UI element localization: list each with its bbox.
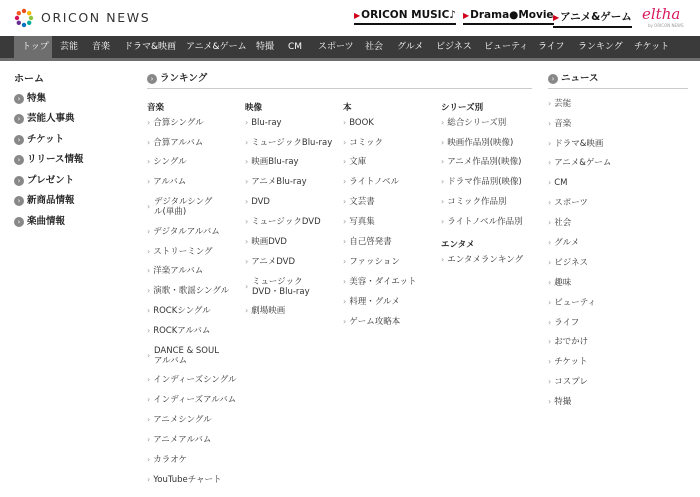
- ranking-link[interactable]: [147, 326, 210, 336]
- chevron-right-icon: ›: [343, 297, 347, 306]
- ranking-col-book-title: 本: [343, 103, 352, 113]
- nav-item-geino[interactable]: 芸能: [60, 42, 79, 52]
- chevron-right-icon: ›: [548, 178, 552, 187]
- chevron-right-icon: ›: [147, 138, 151, 147]
- nav-item-beauty[interactable]: ビューティ: [484, 42, 529, 52]
- news-link-label: CM: [554, 178, 568, 188]
- ranking-link-label: ミュージックBlu-ray: [251, 138, 333, 148]
- chevron-right-icon: ›: [147, 202, 151, 211]
- ranking-link[interactable]: [147, 435, 211, 445]
- ranking-link[interactable]: [245, 157, 299, 167]
- ranking-link[interactable]: [147, 286, 229, 296]
- ranking-link-label: ストリーミング: [153, 247, 213, 257]
- chevron-right-icon: ›: [245, 138, 249, 147]
- ranking-link-label: カラオケ: [153, 455, 188, 465]
- sidebar-item-ticket[interactable]: [14, 131, 64, 145]
- chevron-right-icon: ›: [548, 298, 552, 307]
- ranking-link-label: ROCKシングル: [153, 306, 211, 316]
- ranking-link[interactable]: [343, 277, 417, 287]
- news-link-label: 音楽: [554, 119, 572, 129]
- chevron-right-icon: ›: [343, 257, 347, 266]
- news-link[interactable]: [548, 298, 596, 308]
- ranking-link-label: 映画作品別(映像): [447, 138, 514, 148]
- chevron-right-icon: ›: [14, 114, 24, 124]
- chevron-right-icon: ›: [441, 157, 445, 166]
- ranking-link[interactable]: [343, 257, 400, 267]
- sidebar-item-label: プレゼント: [27, 175, 75, 186]
- play-arrow-icon: ▶: [463, 11, 470, 20]
- ranking-link[interactable]: [343, 138, 383, 148]
- ranking-link-label: ライトノベル: [349, 177, 400, 187]
- chevron-right-icon: ›: [548, 318, 552, 327]
- news-link-label: ビジネス: [554, 258, 588, 268]
- chevron-right-icon: ›: [441, 255, 445, 264]
- drama-movie-link[interactable]: [463, 9, 554, 25]
- chevron-right-icon: ›: [548, 377, 552, 386]
- ranking-link[interactable]: [343, 317, 400, 327]
- ranking-link[interactable]: [343, 217, 375, 227]
- ranking-link-label: DVD: [251, 197, 270, 207]
- ranking-link[interactable]: [147, 227, 220, 237]
- sidebar-item-songs[interactable]: [14, 213, 65, 227]
- chevron-right-icon: ›: [147, 375, 151, 384]
- ranking-link-label: Blu-ray: [251, 118, 282, 128]
- news-link-label: おでかけ: [554, 337, 589, 347]
- news-link-label: 特撮: [554, 397, 572, 407]
- chevron-right-icon: ›: [245, 217, 249, 226]
- news-link-label: 社会: [554, 218, 572, 228]
- chevron-right-icon: ›: [147, 177, 151, 186]
- ranking-link-label: アニメ作品別(映像): [447, 157, 522, 167]
- news-link-label: グルメ: [554, 238, 580, 248]
- chevron-right-icon: ›: [147, 74, 157, 84]
- ranking-link-label: コミック: [349, 138, 384, 148]
- news-heading-label: ニュース: [561, 73, 599, 84]
- ranking-link-label: コミック作品別: [447, 197, 507, 207]
- ranking-link[interactable]: [441, 157, 521, 167]
- ranking-link[interactable]: [147, 395, 236, 405]
- ranking-link[interactable]: [147, 118, 204, 128]
- ranking-link-label: インディーズシングル: [153, 375, 237, 385]
- ranking-link-label: インディーズアルバム: [153, 395, 237, 405]
- anime-game-link[interactable]: [553, 9, 632, 28]
- ranking-divider: [147, 88, 532, 89]
- chevron-right-icon: ›: [548, 258, 552, 267]
- sidebar-item-label: 芸能人事典: [27, 113, 75, 124]
- news-link[interactable]: [548, 139, 603, 149]
- chevron-right-icon: ›: [14, 196, 24, 206]
- ranking-link[interactable]: [245, 177, 307, 187]
- chevron-right-icon: ›: [548, 119, 552, 128]
- sidebar-item-release[interactable]: [14, 151, 84, 165]
- chevron-right-icon: ›: [548, 139, 552, 148]
- news-link-label: コスプレ: [554, 377, 588, 387]
- ranking-link[interactable]: [147, 157, 187, 167]
- partner-label: ORICON MUSIC♪: [361, 9, 456, 21]
- ranking-link-label: ミュージックDVD: [251, 217, 321, 227]
- ranking-link[interactable]: [147, 455, 187, 465]
- sidebar-item-present[interactable]: [14, 172, 74, 186]
- ranking-col-series-title: シリーズ別: [441, 103, 484, 113]
- ranking-link[interactable]: [147, 415, 212, 425]
- ranking-link-label: アニメBlu-ray: [251, 177, 307, 187]
- ranking-col-entame-title: エンタメ: [441, 240, 475, 250]
- nav-item-society[interactable]: 社会: [365, 42, 384, 52]
- ranking-link-label: BOOK: [349, 118, 374, 128]
- ranking-link[interactable]: [245, 138, 332, 148]
- chevron-right-icon: ›: [441, 197, 445, 206]
- chevron-right-icon: ›: [245, 282, 249, 291]
- play-arrow-icon: ▶: [354, 11, 361, 20]
- ranking-link[interactable]: [245, 277, 330, 299]
- news-link[interactable]: [548, 119, 571, 129]
- ranking-link[interactable]: [147, 375, 236, 385]
- chevron-right-icon: ›: [147, 227, 151, 236]
- news-link-label: ライフ: [554, 318, 580, 328]
- news-link[interactable]: [548, 377, 588, 387]
- chevron-right-icon: ›: [343, 177, 347, 186]
- site-logo-text[interactable]: ORICON NEWS: [41, 10, 151, 25]
- ranking-link-label: 合算アルバム: [153, 138, 204, 148]
- nav-item-music[interactable]: 音楽: [92, 42, 111, 52]
- ranking-link[interactable]: [343, 118, 374, 128]
- chevron-right-icon: ›: [343, 197, 347, 206]
- sidebar-home-link[interactable]: ホーム: [14, 74, 44, 85]
- ranking-link-label: 洋楽アルバム: [153, 266, 204, 276]
- partner-label: Drama●Movie: [470, 9, 554, 21]
- eltha-logo[interactable]: [642, 5, 688, 31]
- ranking-link-label: DANCE & SOUL アルバム: [154, 346, 219, 366]
- chevron-right-icon: ›: [343, 138, 347, 147]
- ranking-link-label: 自己啓発書: [349, 237, 392, 247]
- news-link[interactable]: [548, 278, 571, 288]
- sidebar-item-label: 新商品情報: [27, 195, 75, 206]
- ranking-link-label: デジタルアルバム: [153, 227, 220, 237]
- site-header: [0, 0, 700, 36]
- chevron-right-icon: ›: [245, 197, 249, 206]
- ranking-link-label: 料理・グルメ: [349, 297, 400, 307]
- ranking-link-label: アニメアルバム: [153, 435, 212, 445]
- ranking-heading: [147, 70, 207, 84]
- news-divider: [548, 88, 688, 89]
- news-link[interactable]: [548, 238, 579, 248]
- chevron-right-icon: ›: [14, 155, 24, 165]
- ranking-link[interactable]: [147, 306, 211, 316]
- chevron-right-icon: ›: [147, 247, 151, 256]
- ranking-link[interactable]: [147, 138, 203, 148]
- nav-item-sports[interactable]: スポーツ: [318, 42, 354, 52]
- global-nav: [0, 36, 700, 58]
- ranking-link[interactable]: [147, 247, 213, 257]
- ranking-link-label: 文庫: [349, 157, 367, 167]
- chevron-right-icon: ›: [147, 455, 151, 464]
- chevron-right-icon: ›: [548, 238, 552, 247]
- chevron-right-icon: ›: [343, 317, 347, 326]
- chevron-right-icon: ›: [343, 118, 347, 127]
- nav-item-life[interactable]: ライフ: [538, 42, 565, 52]
- chevron-right-icon: ›: [14, 94, 24, 104]
- news-link[interactable]: [548, 357, 587, 367]
- nav-item-ticket[interactable]: チケット: [634, 42, 670, 52]
- chevron-right-icon: ›: [548, 337, 552, 346]
- ranking-link-label: 美容・ダイエット: [349, 277, 417, 287]
- chevron-right-icon: ›: [548, 357, 552, 366]
- ranking-link-label: ROCKアルバム: [153, 326, 211, 336]
- chevron-right-icon: ›: [147, 326, 151, 335]
- news-link-label: チケット: [554, 357, 588, 367]
- chevron-right-icon: ›: [245, 177, 249, 186]
- chevron-right-icon: ›: [14, 135, 24, 145]
- news-link[interactable]: [548, 158, 611, 168]
- chevron-right-icon: ›: [441, 138, 445, 147]
- chevron-right-icon: ›: [245, 306, 249, 315]
- chevron-right-icon: ›: [147, 306, 151, 315]
- sidebar-item-label: 楽曲情報: [27, 216, 66, 227]
- news-link-label: ドラマ&映画: [554, 139, 604, 149]
- ranking-link-label: ファッション: [349, 257, 400, 267]
- ranking-heading-label: ランキング: [160, 73, 208, 84]
- eltha-logo-word: eltha: [642, 5, 681, 23]
- ranking-col-music-title: 音楽: [147, 103, 165, 113]
- chevron-right-icon: ›: [343, 157, 347, 166]
- chevron-right-icon: ›: [147, 157, 151, 166]
- news-link[interactable]: [548, 397, 571, 407]
- partner-label: アニメ&ゲーム: [560, 11, 632, 23]
- news-link[interactable]: [548, 99, 571, 109]
- ranking-link[interactable]: [245, 197, 270, 207]
- news-link-label: スポーツ: [554, 198, 588, 208]
- chevron-right-icon: ›: [548, 198, 552, 207]
- chevron-right-icon: ›: [441, 118, 445, 127]
- sidebar-item-label: リリース情報: [27, 154, 84, 165]
- news-link[interactable]: [548, 178, 567, 188]
- ranking-link-label: ドラマ作品別(映像): [447, 177, 522, 187]
- ranking-link-label: ミュージック DVD・Blu-ray: [252, 277, 310, 297]
- ranking-link-label: 合算シングル: [153, 118, 204, 128]
- news-link[interactable]: [548, 218, 571, 228]
- chevron-right-icon: ›: [548, 397, 552, 406]
- chevron-right-icon: ›: [14, 176, 24, 186]
- play-arrow-icon: ▶: [553, 13, 560, 22]
- sidebar-item-talent-dictionary[interactable]: [14, 110, 75, 124]
- ranking-link-label: ゲーム攻略本: [349, 317, 401, 327]
- ranking-link[interactable]: [441, 255, 523, 265]
- chevron-right-icon: ›: [147, 266, 151, 275]
- chevron-right-icon: ›: [343, 237, 347, 246]
- ranking-link-label: シングル: [153, 157, 187, 167]
- ranking-link[interactable]: [343, 237, 392, 247]
- chevron-right-icon: ›: [147, 435, 151, 444]
- chevron-right-icon: ›: [245, 257, 249, 266]
- news-link[interactable]: [548, 258, 588, 268]
- ranking-link-label: アニメシングル: [153, 415, 212, 425]
- news-link[interactable]: [548, 337, 588, 347]
- chevron-right-icon: ›: [343, 277, 347, 286]
- news-heading: [548, 70, 599, 84]
- chevron-right-icon: ›: [441, 177, 445, 186]
- ranking-link-label: アニメDVD: [251, 257, 296, 267]
- ranking-link[interactable]: [147, 266, 203, 276]
- ranking-link-label: 映画Blu-ray: [251, 157, 299, 167]
- chevron-right-icon: ›: [245, 157, 249, 166]
- oricon-music-link[interactable]: [354, 9, 456, 25]
- nav-item-drama-movie[interactable]: ドラマ&映画: [124, 42, 177, 52]
- ranking-link[interactable]: [147, 197, 227, 219]
- ranking-link-label: アルバム: [153, 177, 187, 187]
- chevron-right-icon: ›: [548, 218, 552, 227]
- news-link-label: 趣味: [554, 278, 572, 288]
- ranking-link-label: 写真集: [349, 217, 375, 227]
- news-link-label: アニメ&ゲーム: [554, 158, 612, 168]
- ranking-link[interactable]: [343, 157, 366, 167]
- news-link[interactable]: [548, 198, 588, 208]
- ranking-link[interactable]: [245, 217, 321, 227]
- chevron-right-icon: ›: [147, 118, 151, 127]
- chevron-right-icon: ›: [147, 395, 151, 404]
- chevron-right-icon: ›: [245, 237, 249, 246]
- ranking-link-label: 映画DVD: [251, 237, 287, 247]
- sidebar-item-special[interactable]: [14, 90, 46, 104]
- ranking-link-label: エンタメランキング: [447, 255, 524, 265]
- chevron-right-icon: ›: [147, 415, 151, 424]
- ranking-link-label: ライトノベル作品別: [447, 217, 523, 227]
- eltha-logo-sub: by ORICON NEWS: [648, 23, 684, 28]
- nav-item-ranking[interactable]: ランキング: [578, 42, 623, 52]
- chevron-right-icon: ›: [147, 351, 151, 360]
- ranking-link-label: デジタルシングル(単曲): [154, 197, 213, 217]
- chevron-right-icon: ›: [245, 118, 249, 127]
- chevron-right-icon: ›: [441, 217, 445, 226]
- sidebar-item-new-products[interactable]: [14, 192, 75, 206]
- ranking-link-label: 総合シリーズ別: [447, 118, 507, 128]
- ranking-link-label: 劇場映画: [251, 306, 286, 316]
- chevron-right-icon: ›: [548, 278, 552, 287]
- nav-item-cm[interactable]: CM: [288, 42, 303, 52]
- ranking-link[interactable]: [147, 346, 227, 368]
- ranking-link[interactable]: [441, 197, 507, 207]
- ranking-link[interactable]: [245, 237, 287, 247]
- news-link[interactable]: [548, 318, 579, 328]
- chevron-right-icon: ›: [548, 74, 558, 84]
- chevron-right-icon: ›: [343, 217, 347, 226]
- ranking-link[interactable]: [441, 177, 522, 187]
- sidebar-item-label: チケット: [27, 134, 65, 145]
- nav-underline: [0, 58, 700, 61]
- ranking-link[interactable]: [245, 257, 295, 267]
- chevron-right-icon: ›: [14, 217, 24, 227]
- chevron-right-icon: ›: [147, 286, 151, 295]
- nav-item-anime-game[interactable]: アニメ&ゲーム: [186, 42, 247, 52]
- ranking-link[interactable]: [343, 197, 375, 207]
- chevron-right-icon: ›: [548, 99, 552, 108]
- ranking-link[interactable]: [441, 217, 523, 227]
- chevron-right-icon: ›: [548, 158, 552, 167]
- ranking-link-label: 演歌・歌謡シングル: [153, 286, 230, 296]
- ranking-link[interactable]: [441, 118, 506, 128]
- news-link-label: 芸能: [554, 99, 572, 109]
- ranking-col-video-title: 映像: [245, 103, 263, 113]
- nav-item-tokusatsu[interactable]: 特撮: [256, 42, 275, 52]
- ranking-link[interactable]: [441, 138, 513, 148]
- news-link-label: ビューティ: [554, 298, 597, 308]
- ranking-link[interactable]: [245, 118, 282, 128]
- oricon-logo-icon[interactable]: [14, 8, 34, 28]
- ranking-link[interactable]: [343, 177, 399, 187]
- nav-item-business[interactable]: ビジネス: [436, 42, 472, 52]
- ranking-link-label: YouTubeチャート: [153, 475, 222, 485]
- sidebar-item-label: 特集: [27, 93, 47, 104]
- ranking-link[interactable]: [245, 306, 285, 316]
- chevron-right-icon: ›: [147, 475, 151, 484]
- nav-item-gourmet[interactable]: グルメ: [397, 42, 424, 52]
- ranking-link[interactable]: [343, 297, 400, 307]
- nav-item-top[interactable]: トップ: [14, 36, 52, 58]
- ranking-link[interactable]: [147, 177, 186, 187]
- ranking-link-label: 文芸書: [349, 197, 375, 207]
- ranking-link[interactable]: [147, 475, 222, 485]
